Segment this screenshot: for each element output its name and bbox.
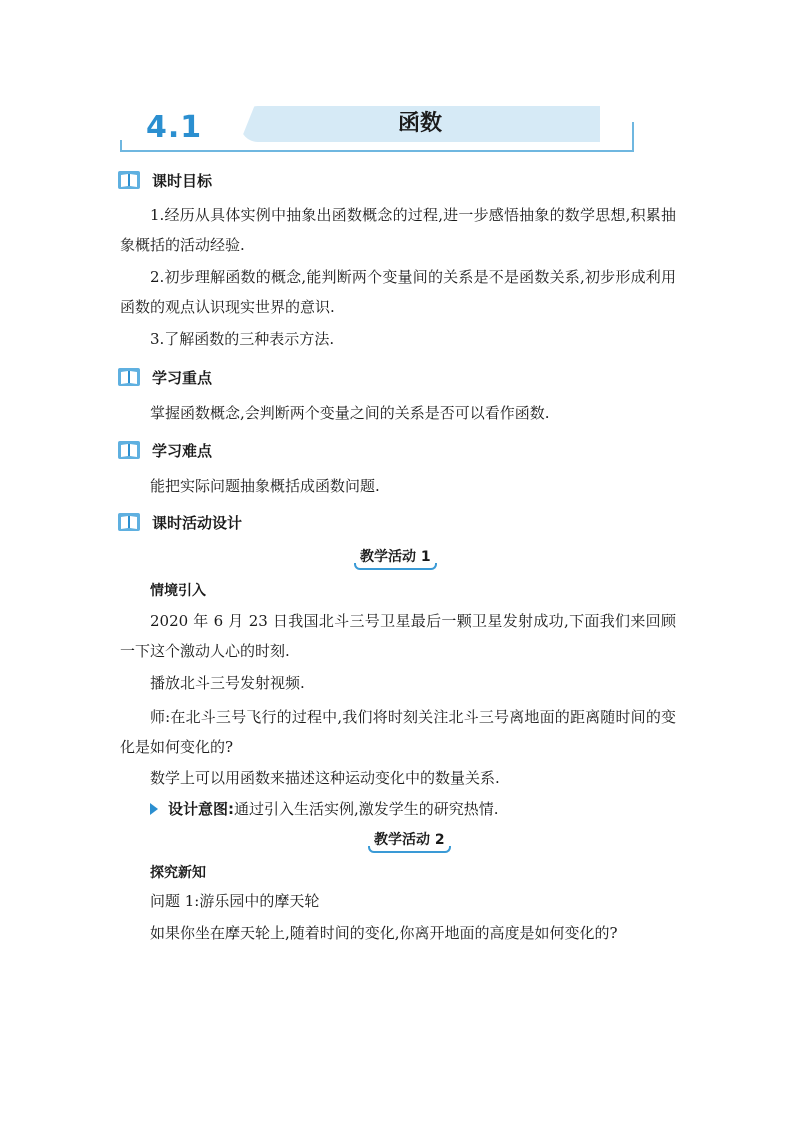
- objective-item-1: 1.经历从具体实例中抽象出函数概念的过程,进一步感悟抽象的数学思想,积累抽象概括的活动经验.: [120, 206, 676, 254]
- activity-1-para-1: 2020 年 6 月 23 日我国北斗三号卫星最后一颗卫星发射成功,下面我们来回顾一下这个激动人心的时刻.: [120, 612, 676, 660]
- key-points-text: 掌握函数概念,会判断两个变量之间的关系是否可以看作函数.: [150, 404, 550, 422]
- activity-1-tag: [354, 546, 437, 568]
- activity-tag-underline: [354, 563, 437, 570]
- design-intent-label: 设计意图:: [168, 800, 234, 818]
- section-heading-design: [118, 511, 242, 533]
- activity-1-para-2: 播放北斗三号发射视频.: [150, 674, 305, 692]
- section-heading-objectives: [118, 169, 212, 191]
- open-book-icon: [118, 367, 140, 387]
- open-book-icon: [118, 440, 140, 460]
- activity-2-tag: [368, 829, 451, 851]
- difficulties-text: 能把实际问题抽象概括成函数问题.: [150, 477, 380, 495]
- activity-1-para-4: 数学上可以用函数来描述这种运动变化中的数量关系.: [150, 769, 500, 787]
- objective-item-3: 3.了解函数的三种表示方法.: [150, 330, 335, 348]
- activity-1-para-3: 师:在北斗三号飞行的过程中,我们将时刻关注北斗三号离地面的距离随时间的变化是如何变化的?: [120, 708, 676, 756]
- section-heading-label: 学习重点: [152, 368, 213, 387]
- open-book-icon: [118, 512, 140, 532]
- section-heading-label: 学习难点: [152, 441, 213, 460]
- play-arrow-icon: [150, 803, 158, 815]
- objective-item-2: 2.初步理解函数的概念,能判断两个变量间的关系是不是函数关系,初步形成利用函数的观点认识现实世界的意识.: [120, 268, 676, 316]
- activity-2-question-text: 如果你坐在摩天轮上,随着时间的变化,你离开地面的高度是如何变化的?: [150, 924, 618, 942]
- activity-tag-label: 教学活动 1: [360, 549, 431, 565]
- activity-2-question: 问题 1:游乐园中的摩天轮: [150, 892, 320, 910]
- open-book-icon: [118, 170, 140, 190]
- activity-tag-label: 教学活动 2: [374, 832, 445, 848]
- section-title: 函数: [397, 111, 442, 136]
- activity-1-subtitle: 情境引入: [150, 583, 206, 599]
- activity-2-subtitle: 探究新知: [150, 865, 206, 881]
- section-heading-label: 课时活动设计: [152, 513, 243, 532]
- design-intent-text: 通过引入生活实例,激发学生的研究热情.: [234, 800, 499, 818]
- design-intent: [150, 798, 499, 819]
- section-heading-difficulties: [118, 439, 212, 461]
- section-heading-label: 课时目标: [152, 171, 213, 190]
- section-number: 4.1: [146, 110, 203, 145]
- section-heading-key-points: [118, 366, 212, 388]
- activity-tag-underline: [368, 846, 451, 853]
- chapter-banner: [120, 104, 640, 154]
